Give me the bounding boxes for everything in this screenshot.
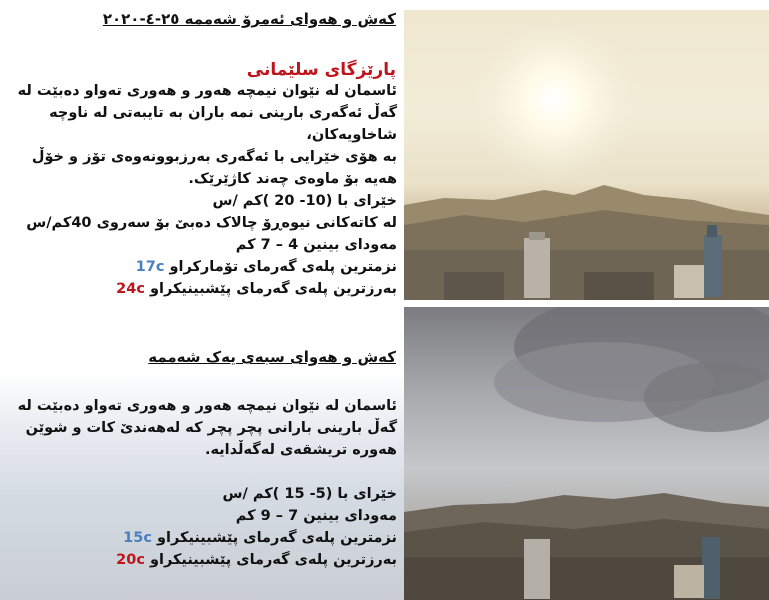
tomorrow-min-temp-row [12,527,397,549]
today-wind-peak: لە کاتەکانی نیوەڕۆ چالاک دەبێ بۆ سەروی 40کم/س [26,215,397,231]
today-heading: کەش و هەوای ئەمرۆ شەممە ٢٥-٤-٢٠٢٠ [102,10,396,28]
today-max-label: بەرزترین پلەی گەرمای پێشبینیکراو [150,281,397,297]
tomorrow-forecast [12,395,397,571]
tomorrow-heading: کەش و هەوای سبەی یەک شەممە [148,348,396,366]
today-wind: خێرای با (10- 20 )کم /س [212,193,397,209]
today-max-value: 24c [116,281,145,297]
tomorrow-line: ئاسمان لە نێوان نیمچە هەور و هەوری تەواو دەبێت لە [17,398,397,414]
today-min-temp-row [12,256,397,278]
tomorrow-max-value: 20c [116,552,145,568]
tomorrow-visibility: مەودای بینین 7 – 9 کم [235,508,397,524]
today-min-value: 17c [135,259,165,275]
tomorrow-max-label: بەرزترین پلەی گەرمای پێشبینیکراو [150,552,397,568]
today-line: بە هۆی خێرایی با ئەگەری بەرزبوونەوەی تۆز و خۆڵ [31,149,397,165]
tomorrow-gap [12,461,397,483]
tomorrow-max-temp-row [12,549,397,571]
tomorrow-min-label: نزمترین پلەی گەرمای پێشبینیکراو [157,530,397,546]
today-line: گەڵ ئەگەری بارینی نمە باران بە تایبەتی لە ناوچە [49,105,397,121]
tomorrow-min-value: 15c [123,530,152,546]
region-title: پارێزگای سلێمانی [246,60,396,80]
tomorrow-line: گەڵ بارینی بارانی پچر پچر کە لەهەندێ کات و شوێن [25,420,397,436]
sunny-city-illustration [404,10,769,300]
today-forecast [12,80,397,300]
today-line: هەیە بۆ ماوەی چەند کاژێرێک. [188,171,397,187]
today-max-temp-row [12,278,397,300]
rainy-city-photo [404,307,769,600]
today-visibility: مەودای بینین 4 – 7 کم [235,237,397,253]
today-line: شاخاویەکان، [306,127,397,143]
tomorrow-line: هەورە تریشقەی لەگەڵدایە. [204,442,397,458]
tomorrow-wind: خێرای با (5- 15 )کم /س [222,486,397,502]
rainy-city-illustration [404,307,769,600]
today-min-label: نزمترین پلەی گەرمای تۆمارکراو [169,259,397,275]
today-line: ئاسمان لە نێوان نیمچە هەور و هەوری تەواو دەبێت لە [17,83,397,99]
sunny-city-photo [404,10,769,300]
